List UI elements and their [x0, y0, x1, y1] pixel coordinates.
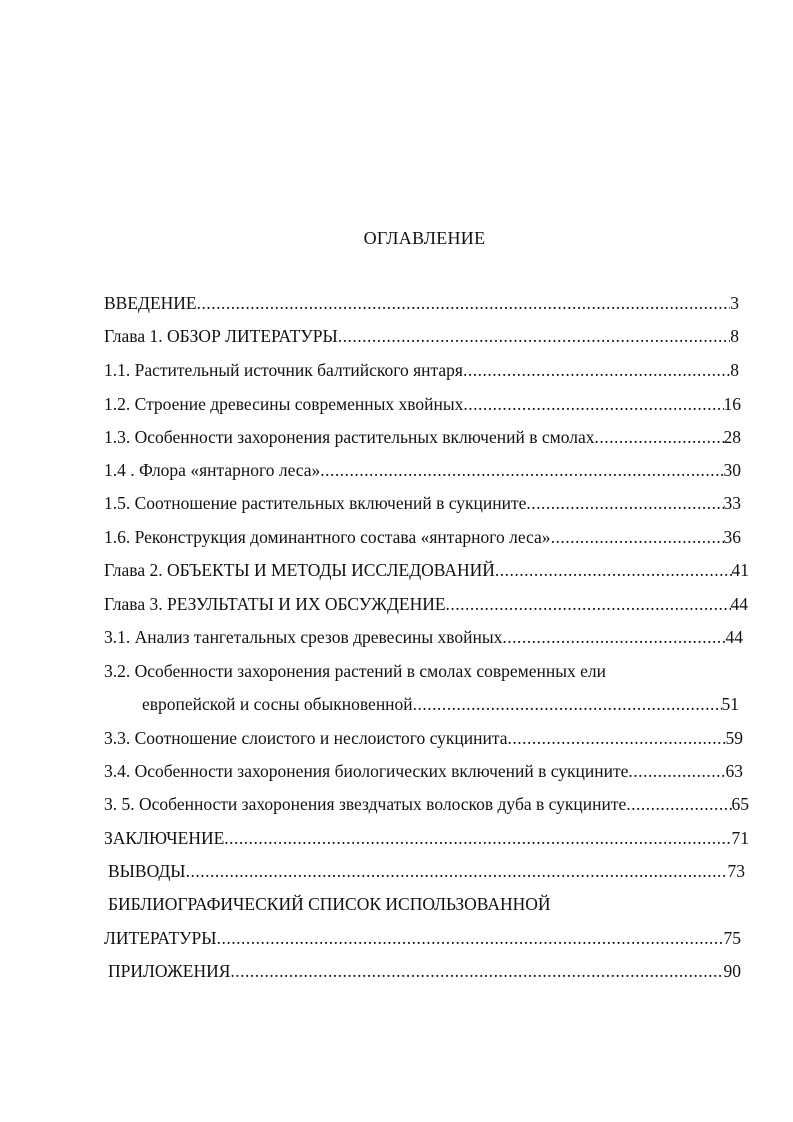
toc-entry-label: ЛИТЕРАТУРЫ: [104, 928, 217, 948]
toc-entry-label: ВВЕДЕНИЕ: [104, 293, 197, 313]
toc-leader-dots: [197, 292, 731, 314]
toc-entry-label: 3.4. Особенности захоронения биологических включений в сукцините: [104, 761, 629, 781]
toc-entry-label: 3.3. Соотношение слоистого и неслоистого сукцинита: [104, 728, 508, 748]
toc-entry-page: 65: [731, 794, 749, 814]
toc-entry-chapter-2: [104, 559, 749, 581]
toc-entry-label: 1.3. Особенности захоронения растительных включений в смолах: [104, 427, 595, 447]
toc-entry-chapter-3: [104, 593, 748, 615]
toc-entry-page: 73: [727, 861, 745, 881]
toc-entry-page: 44: [730, 594, 748, 614]
toc-entry-page: 51: [721, 694, 739, 714]
toc-leader-dots: [507, 727, 725, 749]
toc-entry-1-3: [104, 426, 741, 448]
toc-entry-page: 16: [723, 394, 741, 414]
toc-leader-dots: [463, 393, 723, 415]
toc-leader-dots: [526, 492, 723, 514]
toc-entry-label: 1.2. Строение древесины современных хвойных: [104, 394, 464, 414]
toc-entry-1-1: [104, 359, 739, 381]
toc-entry-page: 33: [723, 493, 741, 513]
toc-entry-page: 59: [725, 728, 743, 748]
toc-entry-findings: [108, 860, 745, 882]
toc-leader-dots: [628, 760, 725, 782]
toc-leader-dots: [502, 626, 725, 648]
toc-entry-label: Глава 1. ОБЗОР ЛИТЕРАТУРЫ: [104, 326, 338, 346]
toc-entry-label: 1.4 . Флора «янтарного леса»: [104, 460, 321, 480]
toc-leader-dots: [186, 860, 728, 882]
toc-leader-dots: [551, 526, 724, 548]
toc-entry-page: 75: [723, 928, 741, 948]
toc-entry-3-2-line1: 3.2. Особенности захоронения растений в смолах современных ели: [104, 661, 607, 681]
toc-entry-label: ПРИЛОЖЕНИЯ: [108, 961, 231, 981]
toc-entry-label: 1.1. Растительный источник балтийского янтаря: [104, 360, 463, 380]
toc-entry-1-6: [104, 526, 741, 548]
toc-entry-chapter-1: [104, 325, 739, 347]
toc-entry-bibliography: [104, 927, 741, 949]
toc-entry-1-2: [104, 393, 741, 415]
toc-entry-page: 36: [723, 527, 741, 547]
toc-entry-page: 30: [723, 460, 741, 480]
toc-entry-label: 3. 5. Особенности захоронения звездчатых волосков дуба в сукцините: [104, 794, 627, 814]
toc-entry-page: 8: [730, 360, 739, 380]
toc-entry-page: 63: [725, 761, 743, 781]
toc-entry-label: ВЫВОДЫ: [108, 861, 186, 881]
toc-entry-appendices: [108, 960, 741, 982]
toc-leader-dots: [320, 459, 723, 481]
toc-entry-label: 3.1. Анализ тангетальных срезов древесины хвойных: [104, 627, 503, 647]
toc-entry-3-1: [104, 626, 743, 648]
toc-entry-page: 3: [730, 293, 739, 313]
toc-leader-dots: [626, 793, 731, 815]
toc-leader-dots: [230, 960, 723, 982]
toc-entry-page: 28: [723, 427, 741, 447]
toc-entry-1-4: [104, 459, 741, 481]
toc-entry-3-3: [104, 727, 743, 749]
toc-entry-3-2: [142, 693, 739, 715]
toc-entry-page: 8: [730, 326, 739, 346]
toc-entry-introduction: [104, 292, 739, 314]
toc-leader-dots: [463, 359, 730, 381]
toc-leader-dots: [224, 827, 731, 849]
toc-entry-label: Глава 3. РЕЗУЛЬТАТЫ И ИХ ОБСУЖДЕНИЕ: [104, 594, 446, 614]
toc-entry-page: 41: [731, 560, 749, 580]
page-title: ОГЛАВЛЕНИЕ: [363, 228, 486, 248]
toc-entry-3-4: [104, 760, 743, 782]
toc-entry-label: 1.5. Соотношение растительных включений в сукцините: [104, 493, 527, 513]
toc-leader-dots: [413, 693, 722, 715]
toc-entry-label: 1.6. Реконструкция доминантного состава «янтарного леса»: [104, 527, 551, 547]
toc-entry-page: 71: [731, 828, 749, 848]
toc-entry-label: Глава 2. ОБЪЕКТЫ И МЕТОДЫ ИССЛЕДОВАНИЙ: [104, 560, 495, 580]
toc-entry-conclusion: [104, 827, 749, 849]
toc-leader-dots: [338, 325, 731, 347]
toc-entry-page: 90: [723, 961, 741, 981]
toc-leader-dots: [495, 559, 732, 581]
toc-leader-dots: [217, 927, 724, 949]
toc-entry-bibliography-line1: БИБЛИОГРАФИЧЕСКИЙ СПИСОК ИСПОЛЬЗОВАННОЙ: [108, 894, 551, 914]
toc-entry-label: ЗАКЛЮЧЕНИЕ: [104, 828, 225, 848]
toc-entry-label: европейской и сосны обыкновенной: [142, 694, 413, 714]
toc-entry-page: 44: [725, 627, 743, 647]
toc-entry-1-5: [104, 492, 741, 514]
toc-leader-dots: [594, 426, 723, 448]
toc-leader-dots: [446, 593, 731, 615]
toc-entry-3-5: [104, 793, 749, 815]
